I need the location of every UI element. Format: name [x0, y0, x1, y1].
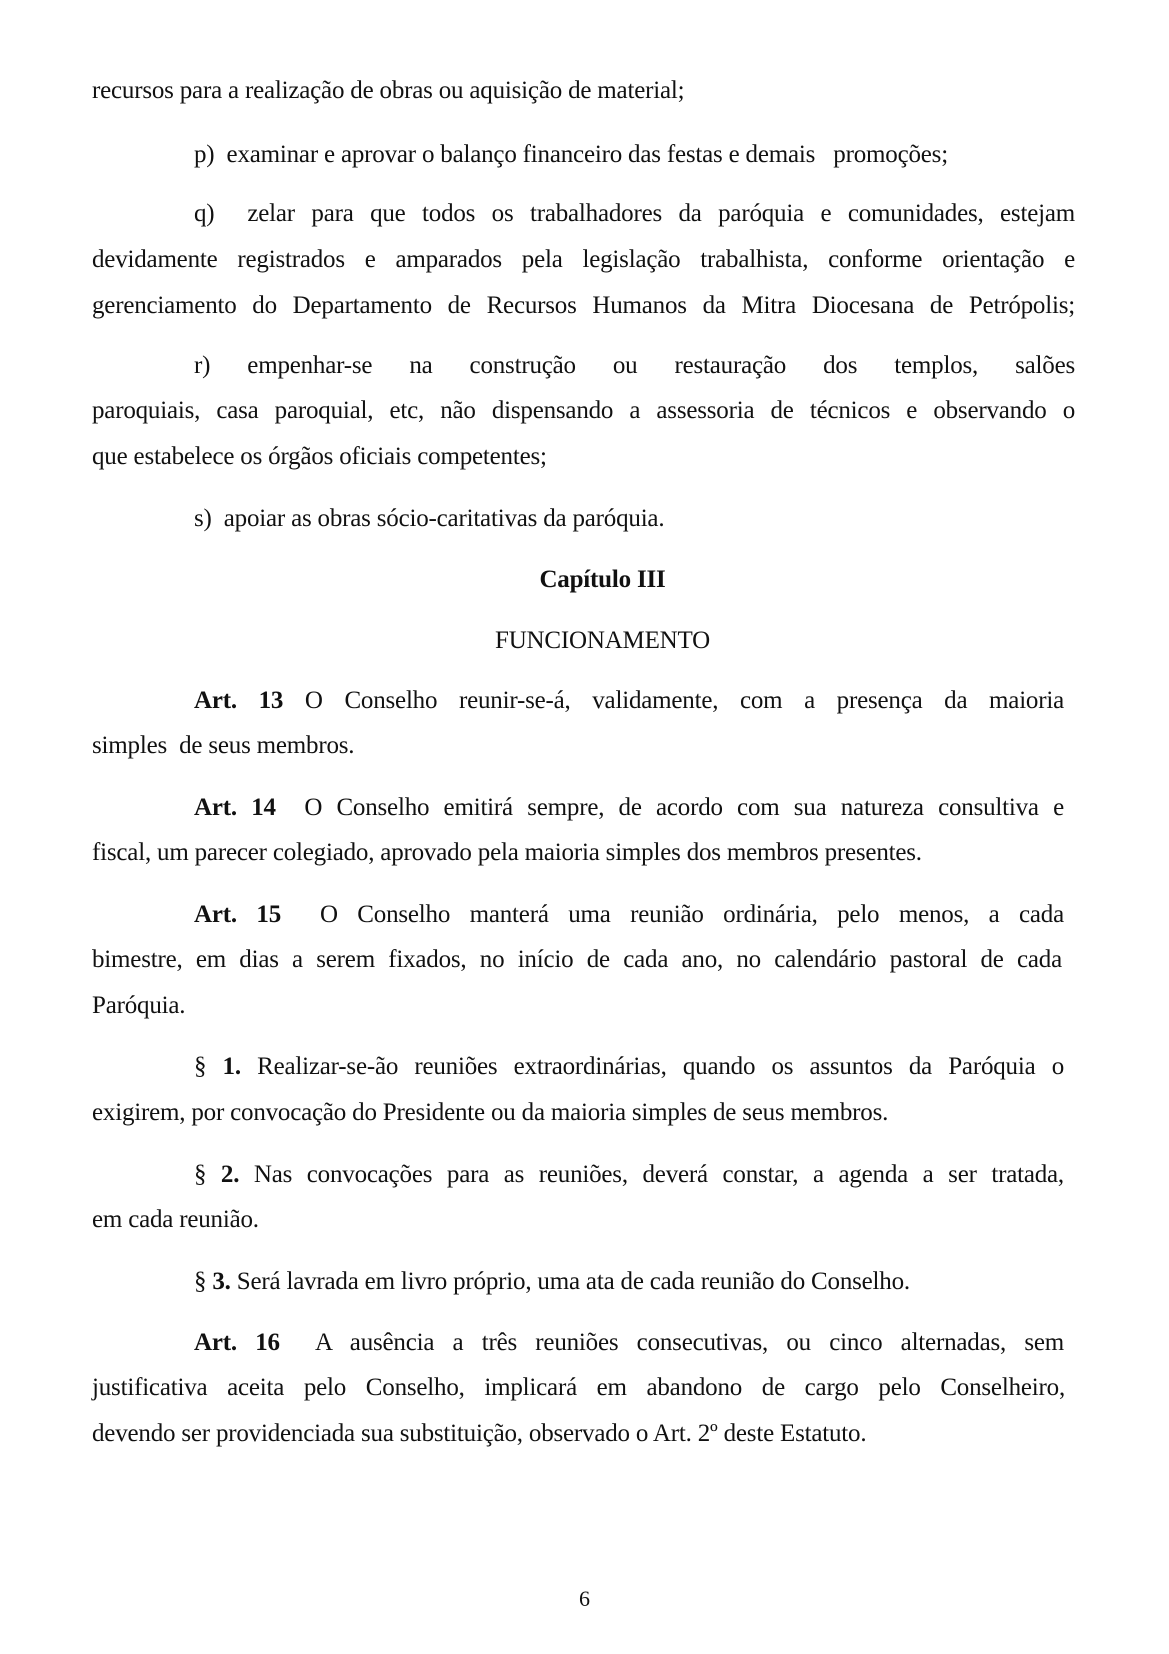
- art-15-line-1: [194, 900, 1064, 930]
- art-16-line-2: justificativa aceita pelo Conselho, implicará em abandono de cargo pelo Conselheiro,: [92, 1374, 1065, 1401]
- paragraph-1-number: 1.: [222, 1053, 241, 1080]
- chapter-subtitle: FUNCIONAMENTO: [494, 627, 710, 654]
- item-s: [194, 504, 1075, 534]
- art-15-text-1: O Conselho manterá uma reunião ordinária, pelo menos, a cada: [319, 901, 1064, 928]
- item-r-line-1: [194, 351, 1075, 381]
- art-16-text-1: A ausência a três reuniões consecutivas, ou cinco alternadas, sem: [315, 1329, 1065, 1356]
- item-q-line-1: [194, 199, 1075, 229]
- chapter-title: Capítulo III: [539, 566, 666, 593]
- art-14-label: Art. 14: [194, 794, 276, 821]
- art-14-text-1: O Conselho emitirá sempre, de acordo com sua natureza consultiva e: [304, 794, 1064, 821]
- art-16-line-3: devendo ser providenciada sua substituição, observado o Art. 2º deste Estatuto.: [92, 1420, 867, 1447]
- paragraph-3: [194, 1267, 1075, 1297]
- art-16-label: Art. 16: [194, 1329, 280, 1356]
- item-s-marker: s): [194, 505, 212, 532]
- item-q-text-1: zelar para que todos os trabalhadores da paróquia e comunidades, estejam: [247, 200, 1075, 227]
- art-16-line-1: [194, 1328, 1064, 1358]
- item-s-text: apoiar as obras sócio-caritativas da paróquia.: [223, 505, 665, 532]
- paragraph-3-number: 3.: [212, 1268, 231, 1295]
- section-sign: §: [194, 1161, 207, 1188]
- art-15-label: Art. 15: [194, 901, 282, 928]
- art-15-line-2: bimestre, em dias a serem fixados, no início de cada ano, no calendário pastoral de cada: [92, 946, 1062, 973]
- art-13-line-2: simples de seus membros.: [92, 732, 355, 759]
- section-sign: §: [194, 1268, 207, 1295]
- item-o-continuation: recursos para a realização de obras ou aquisição de material;: [92, 77, 685, 104]
- paragraph-2-line-2: em cada reunião.: [92, 1206, 259, 1233]
- item-q-line-2: devidamente registrados e amparados pela legislação trabalhista, conforme orientação e: [92, 246, 1075, 273]
- paragraph-3-text: Será lavrada em livro próprio, uma ata de cada reunião do Conselho.: [236, 1268, 910, 1295]
- item-r-text-1: empenhar-se na construção ou restauração dos templos, salões: [247, 352, 1075, 379]
- section-sign: §: [194, 1053, 207, 1080]
- art-15-line-3: Paróquia.: [92, 992, 186, 1019]
- art-14-line-1: [194, 793, 1064, 823]
- art-13-line-1: [194, 686, 1064, 716]
- paragraph-2-text-1: Nas convocações para as reuniões, deverá constar, a agenda a ser tratada,: [253, 1161, 1064, 1188]
- paragraph-1-line-2: exigirem, por convocação do Presidente ou da maioria simples de seus membros.: [92, 1099, 889, 1126]
- item-r-marker: r): [194, 352, 211, 379]
- item-q-line-3: gerenciamento do Departamento de Recursos Humanos da Mitra Diocesana de Petrópolis;: [92, 292, 1075, 319]
- item-p-text: examinar e aprovar o balanço financeiro das festas e demais promoções;: [226, 141, 948, 168]
- item-q-marker: q): [194, 200, 215, 227]
- paragraph-1-text-1: Realizar-se-ão reuniões extraordinárias, quando os assuntos da Paróquia o: [257, 1053, 1064, 1080]
- paragraph-2-number: 2.: [220, 1161, 240, 1188]
- art-13-label: Art. 13: [194, 687, 284, 714]
- paragraph-2-line-1: [194, 1160, 1064, 1190]
- item-p-marker: p): [194, 141, 215, 168]
- art-13-text-1: O Conselho reunir-se-á, validamente, com a presença da maioria: [304, 687, 1065, 714]
- item-r-line-2: paroquiais, casa paroquial, etc, não dispensando a assessoria de técnicos e observando o: [92, 397, 1075, 424]
- art-14-line-2: fiscal, um parecer colegiado, aprovado pela maioria simples dos membros presentes.: [92, 839, 922, 866]
- paragraph-1-line-1: [194, 1052, 1064, 1082]
- item-p: [194, 140, 1075, 170]
- page-number: 6: [579, 1586, 590, 1611]
- item-r-line-3: que estabelece os órgãos oficiais competentes;: [92, 443, 547, 470]
